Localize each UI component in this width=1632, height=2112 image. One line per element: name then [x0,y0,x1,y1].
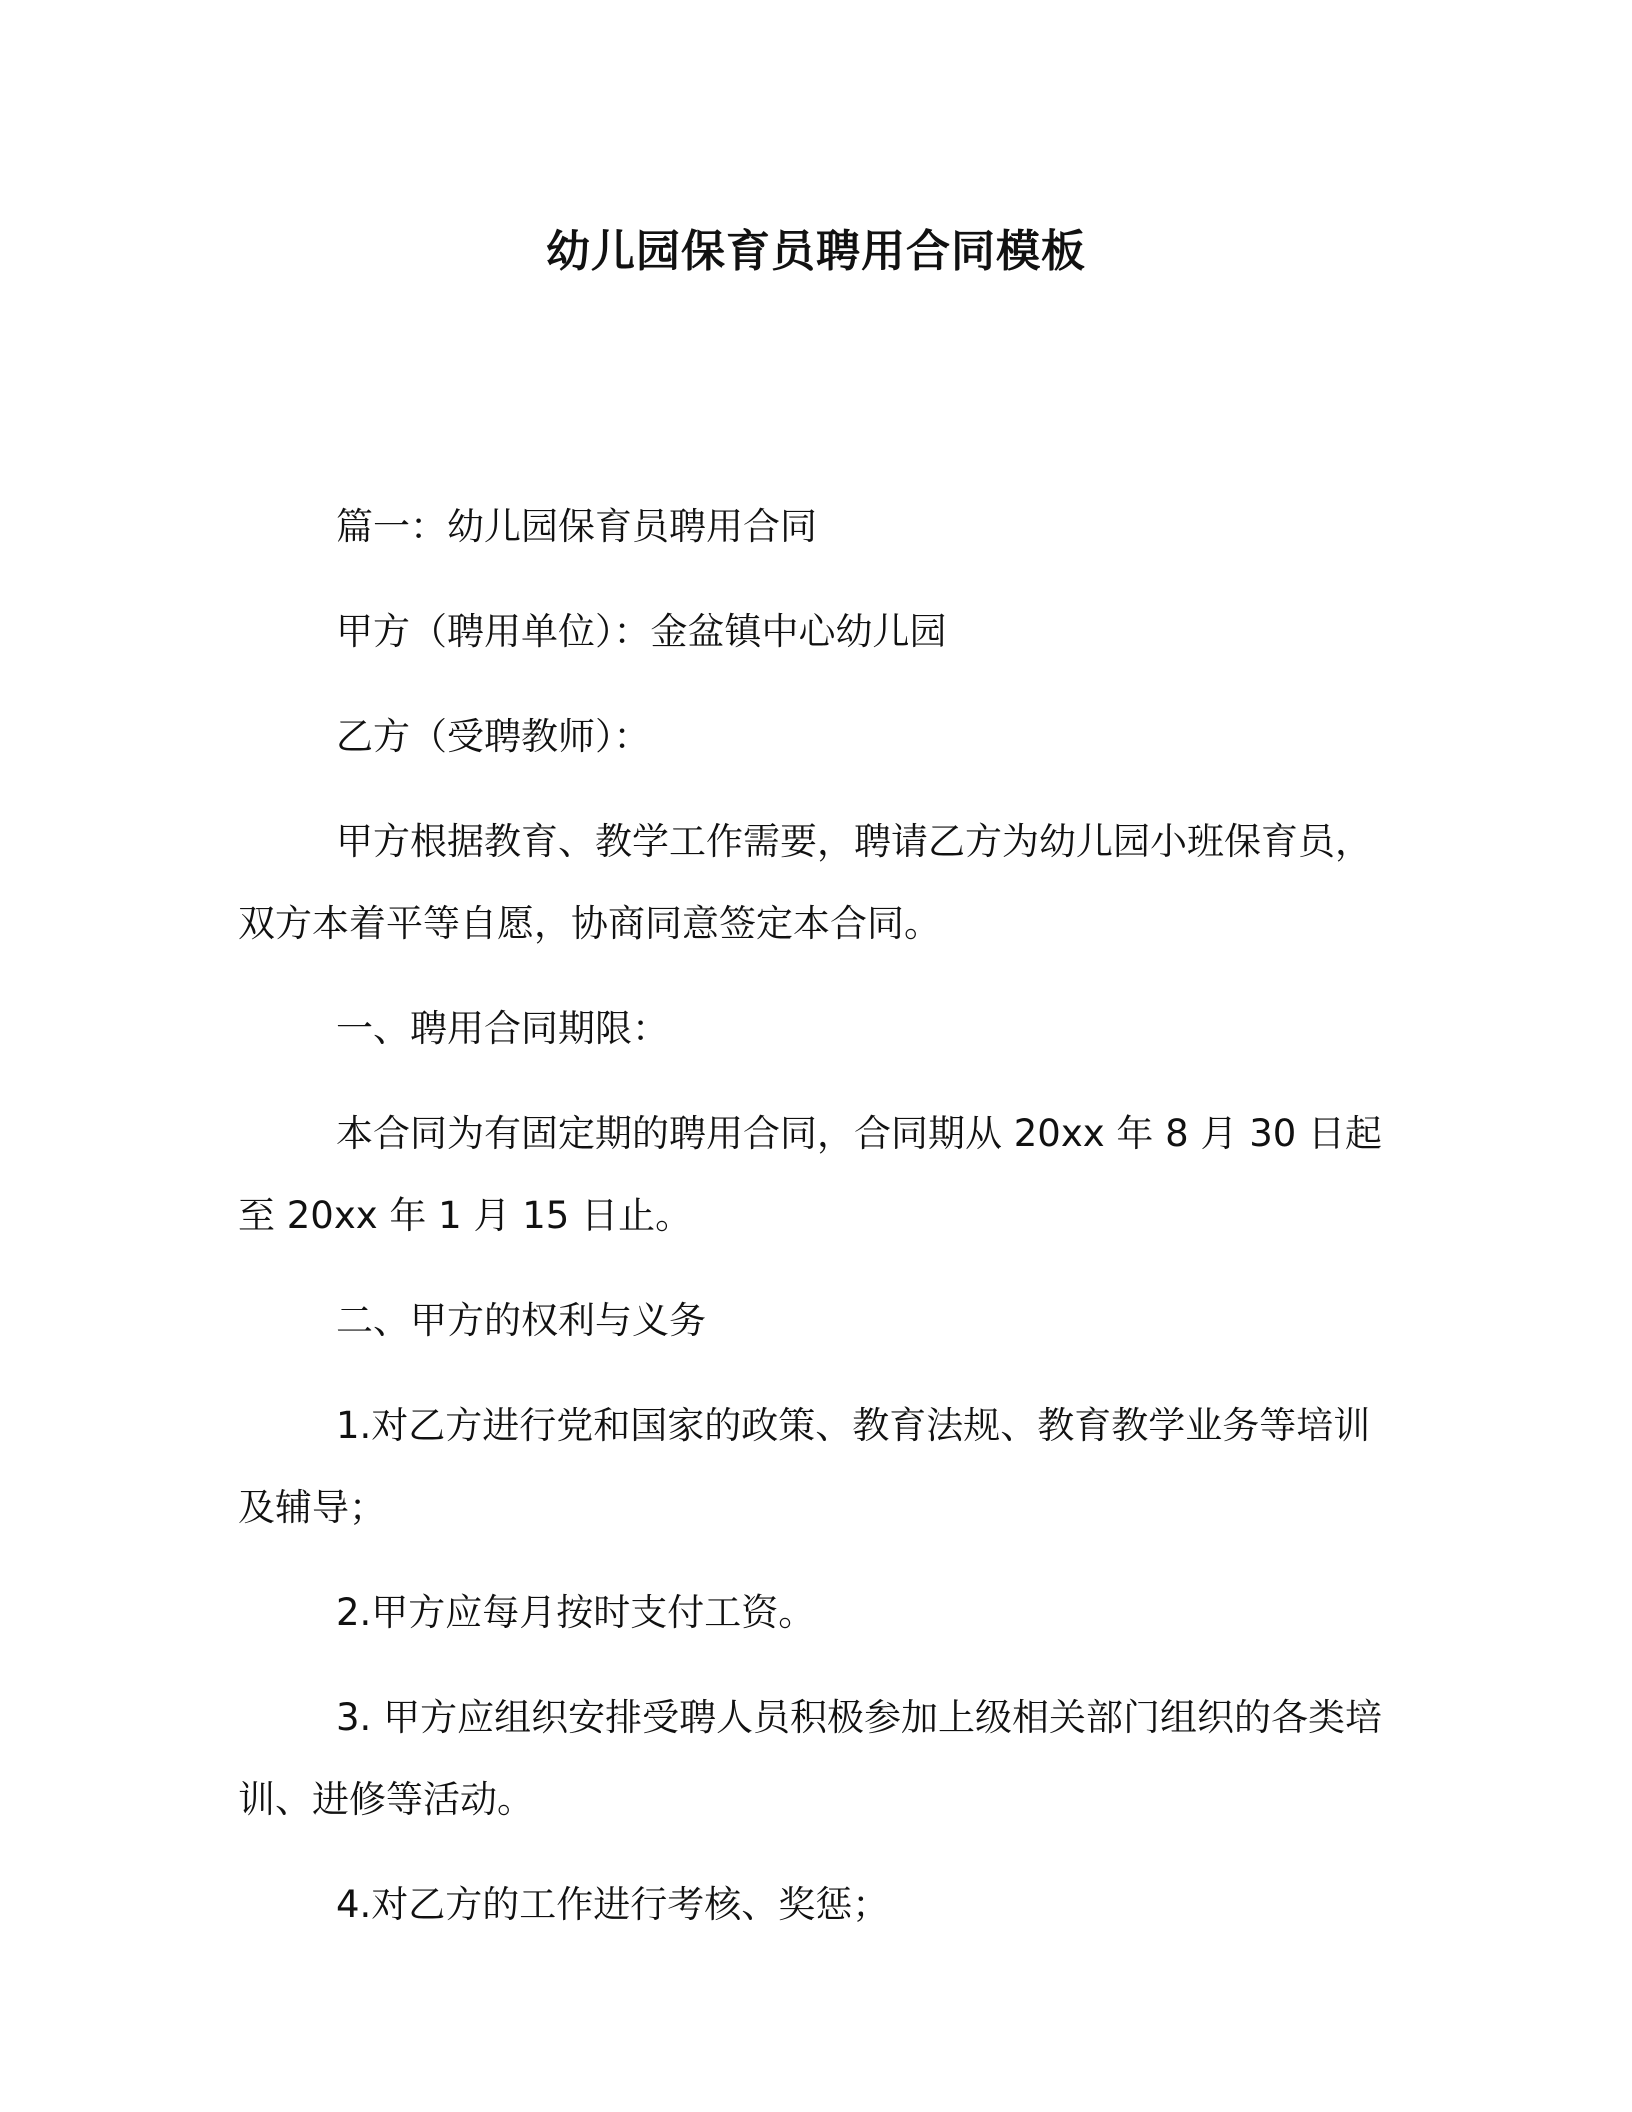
clause-item-4: 4.对乙方的工作进行考核、奖惩； [336,1883,890,1926]
document-title: 幼儿园保育员聘用合同模板 [546,226,1086,277]
document-body [238,486,1394,1969]
term-paragraph: 本合同为有固定期的聘用合同，合同期从 20xx 年 8 月 30 日起至 20xx 年 1 月 15 日止。 [238,1112,1383,1237]
clause-item-1: 1.对乙方进行党和国家的政策、教育法规、教育教学业务等培训及辅导； [238,1404,1371,1529]
section-heading-term: 一、聘用合同期限： [336,1007,669,1050]
party-a-line: 甲方（聘用单位）：金盆镇中心幼儿园 [336,610,947,653]
intro-paragraph: 甲方根据教育、教学工作需要，聘请乙方为幼儿园小班保育员，双方本着平等自愿，协商同意签定本合同。 [238,820,1372,945]
clause-item-2: 2.甲方应每月按时支付工资。 [336,1591,816,1634]
section-heading-party-a-rights: 二、甲方的权利与义务 [336,1299,706,1342]
clause-item-3: 3. 甲方应组织安排受聘人员积极参加上级相关部门组织的各类培训、进修等活动。 [238,1696,1383,1821]
section-heading-part-one: 篇一：幼儿园保育员聘用合同 [336,505,817,548]
party-b-line: 乙方（受聘教师）： [336,715,651,758]
